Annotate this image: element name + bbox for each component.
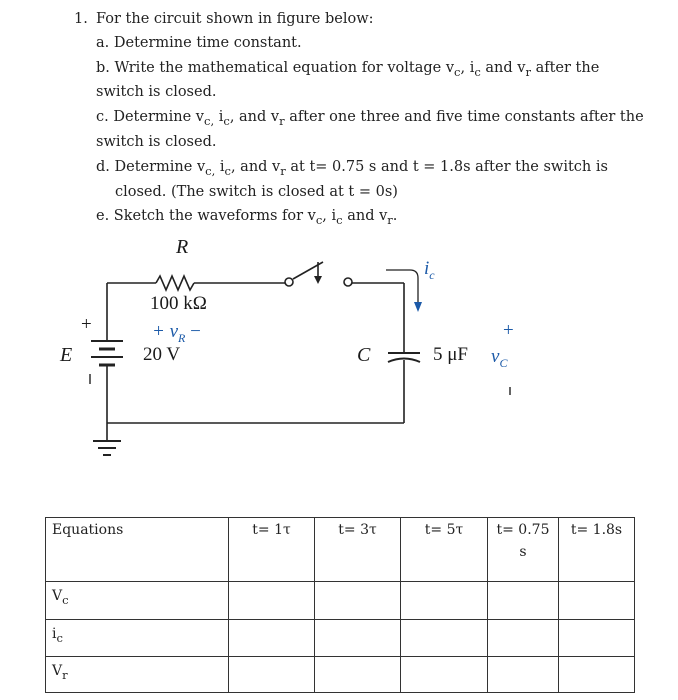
cell-vc-t1[interactable] [229,582,315,620]
ic-label: $i_c$ [424,258,435,282]
cell-vr-t5[interactable] [401,657,488,693]
cell-vr-t075[interactable] [488,657,559,693]
cell-vr-t3[interactable] [315,657,401,693]
header-t3: t= 3τ [315,518,401,582]
vr-label: + $v_R$ − [152,321,201,345]
cell-ic-t1[interactable] [229,620,315,657]
results-table [45,517,635,693]
cell-ic-t075[interactable] [488,620,559,657]
table-row [46,582,635,620]
cell-vc-t18[interactable] [559,582,635,620]
ic-arrow-head [414,302,422,312]
switch-blade [293,262,323,279]
cell-ic-t5[interactable] [401,620,488,657]
part-d-line2: closed. (The switch is closed at t = 0s) [115,184,398,200]
resistor-symbol [156,276,194,290]
table-row [46,620,635,657]
part-b-line1: b. Write the mathematical equation for voltage $v_c$, $i_c$ and $v_r$ after the [96,60,600,79]
c-value: 5 μF [433,344,469,365]
battery-plus: + [81,314,92,335]
part-c-line1: c. Determine $v_{c,}$ $i_c$, and $v_r$ after one three and five time constants after the [96,109,644,128]
part-c-line2: switch is closed. [96,134,217,150]
cell-vc-t3[interactable] [315,582,401,620]
resistor-value: 100 kΩ [150,293,207,314]
e-value: 20 V [143,344,181,365]
header-t075: t= 0.75 s [488,518,559,582]
vc-plus: + [503,320,514,341]
question-stem: For the circuit shown in figure below: [96,11,374,27]
part-b-line2: switch is closed. [96,84,217,100]
cell-vc-t075[interactable] [488,582,559,620]
question-number: 1. [74,11,88,27]
row-ic-label: $i_c$ [46,620,229,657]
row-vr-label: $V_r$ [46,657,229,693]
capacitor-plate-bottom [388,359,420,363]
row-vc-label: $V_c$ [46,582,229,620]
table-header-row [46,518,635,582]
c-label: C [357,344,371,366]
switch-arrow-head [314,276,322,284]
cell-ic-t18[interactable] [559,620,635,657]
cell-ic-t3[interactable] [315,620,401,657]
vc-label: $v_C$ [491,346,508,370]
switch-right-contact [344,278,352,286]
ic-arrow-path [386,270,418,303]
switch-left-contact [285,278,293,286]
table-row [46,657,635,693]
cell-vr-t1[interactable] [229,657,315,693]
resistor-label: R [176,236,189,258]
cell-vr-t18[interactable] [559,657,635,693]
cell-vc-t5[interactable] [401,582,488,620]
e-label: E [60,344,73,366]
header-equations: Equations [46,518,229,582]
part-d-line1: d. Determine $v_{c,}$ $i_c$, and $v_r$ at t= 0.75 s and t = 1.8s after the switch is [96,159,608,178]
header-t18: t= 1.8s [559,518,635,582]
part-a: a. Determine time constant. [96,35,302,51]
header-t5: t= 5τ [401,518,488,582]
header-t1: t= 1τ [229,518,315,582]
part-e-line1: e. Sketch the waveforms for $v_c$, $i_c$ and $v_r$. [96,208,398,227]
